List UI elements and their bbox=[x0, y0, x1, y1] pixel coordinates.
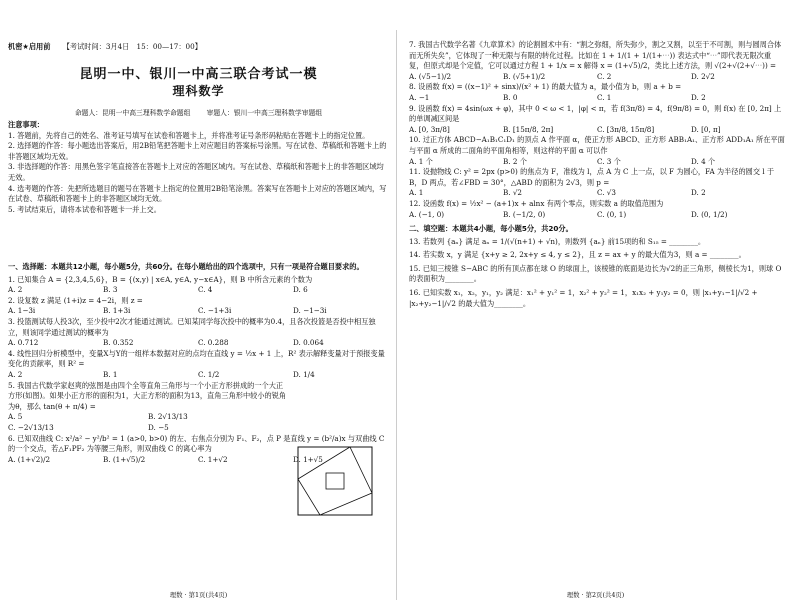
option-c: C. √3 bbox=[597, 188, 616, 198]
question-2 bbox=[8, 296, 388, 317]
secret-label: 机密★启用前 bbox=[8, 42, 51, 51]
option-c: C. 1 bbox=[597, 92, 612, 102]
option-d: D. 0.064 bbox=[293, 338, 324, 348]
reviewer-credit: 审题人：银川一中高三理科数学审题组 bbox=[206, 109, 323, 117]
option-a: A. [0, 3π/8] bbox=[409, 124, 450, 134]
question-options bbox=[409, 210, 785, 221]
question-options bbox=[8, 338, 388, 349]
option-d: D. [0, π] bbox=[691, 124, 721, 134]
option-c: C. 2 bbox=[597, 71, 612, 81]
option-a: A. (−1, 0) bbox=[409, 209, 445, 219]
note-item: 4. 选考题的作答：先把所选题目的题号在答题卡上指定的位置用2B铅笔涂黑。答案写在答题卡上对应的答题区域内，写在试卷、草稿纸和答题卡上的非答题区域均无效。 bbox=[8, 183, 387, 204]
option-c: C. 0.288 bbox=[198, 338, 229, 348]
question-9 bbox=[409, 104, 785, 136]
page-footer: 理数 · 第2页(共4页) bbox=[566, 591, 625, 599]
fill-question-15: 15. 已知三棱锥 S−ABC 的所有顶点都在球 O 的球面上，该棱锥的底面是边长为√2的正三角形，侧棱长为1，则球 O 的表面积为________。 bbox=[409, 263, 782, 284]
question-options bbox=[409, 188, 785, 199]
note-item: 5. 考试结束后，请将本试卷和答题卡一并上交。 bbox=[8, 204, 161, 214]
option-b: B. 3 bbox=[103, 285, 118, 295]
questions-right bbox=[409, 40, 785, 309]
option-d: D. 1/4 bbox=[293, 369, 315, 379]
question-stem: 10. 过正方体 ABCD−A₁B₁C₁D₁ 的顶点 A 作平面 α，使正方形 ABCD、正方形 ABB₁A₁、正方形 ADD₁A₁ 所在平面与平面 α 所成的二面角的平面角相等，则这样的平面 α 可以作 bbox=[409, 135, 785, 155]
exam-time: 【考试时间：3月4日 15：00—17：00】 bbox=[62, 42, 202, 51]
question-options bbox=[8, 423, 288, 434]
section-1 bbox=[8, 262, 388, 465]
section-1-heading: 一、选择题：本题共12小题，每小题5分，共60分。在每小题给出的四个选项中，只有一项是符合题目要求的。 bbox=[8, 262, 364, 271]
page-title: 昆明一中、银川一中高三联合考试一模 bbox=[79, 67, 318, 82]
question-options bbox=[8, 370, 388, 381]
option-d: D. 6 bbox=[293, 285, 308, 295]
option-a: A. 5 bbox=[8, 412, 23, 422]
question-5 bbox=[8, 381, 288, 434]
question-10 bbox=[409, 135, 785, 167]
option-d: D. 2 bbox=[691, 188, 706, 198]
question-12 bbox=[409, 199, 785, 220]
option-a: A. −1 bbox=[409, 92, 430, 102]
section-2 bbox=[409, 224, 785, 309]
option-c: C. [3π/8, 15π/8] bbox=[597, 124, 655, 134]
option-b: B. 2√13/13 bbox=[148, 412, 188, 422]
question-options bbox=[8, 412, 288, 423]
question-stem: 6. 已知双曲线 C: x²/a² − y²/b² = 1 (a>0, b>0) 的左、右焦点分别为 F₁、F₂，点 P 是直线 y = (b²/a)x 与双曲线 C 的一个交点，若△F₁PF₂ 为等腰三角形，则双曲线 C 的离心率为 bbox=[8, 433, 385, 454]
author-credit: 命题人：昆明一中高三理科数学命题组 bbox=[74, 109, 191, 117]
option-c: C. 1+√2 bbox=[198, 454, 228, 464]
question-options bbox=[409, 157, 785, 168]
option-d: D. −5 bbox=[148, 422, 169, 432]
question-stem: 11. 设抛物线 C: y² = 2px (p>0) 的焦点为 F，准线为 l，点 A 为 C 上一点，以 F 为圆心，FA 为半径的圆交 l 于 B，D 两点，若∠FBD = 30°，△ABD 的面积为 2√3，则 p = bbox=[409, 167, 775, 187]
option-c: C. 1/2 bbox=[198, 369, 220, 379]
question-1 bbox=[8, 275, 388, 296]
option-b: B. [15π/8, 2π] bbox=[503, 124, 554, 134]
question-stem: 12. 设函数 f(x) = ½x² − (a+1)x + alnx 有两个零点，则实数 a 的取值范围为 bbox=[409, 198, 664, 208]
zhao-shuang-string-diagram bbox=[296, 445, 374, 517]
option-b: B. (−1/2, 0) bbox=[503, 209, 546, 219]
option-a: A. 1−3i bbox=[8, 306, 36, 316]
fill-question-14: 14. 若实数 x，y 满足 {x+y ≥ 2, 2x+y ≤ 4, y ≤ 2}，且 z = ax + y 的最大值为3，则 a = ________。 bbox=[409, 250, 746, 260]
notes-heading: 注意事项： bbox=[8, 120, 44, 129]
credits bbox=[0, 107, 397, 117]
question-options bbox=[409, 93, 785, 104]
page-subtitle: 理科数学 bbox=[172, 84, 225, 98]
section-2-heading: 二、填空题：本题共4小题，每小题5分，共20分。 bbox=[409, 224, 573, 234]
option-a: A. (1+√2)/2 bbox=[8, 454, 51, 464]
option-d: D. 1+√5 bbox=[293, 454, 323, 464]
option-a: A. (√5−1)/2 bbox=[409, 71, 452, 81]
option-a: A. 1 个 bbox=[409, 156, 433, 166]
option-b: B. 1 bbox=[103, 369, 118, 379]
question-3 bbox=[8, 317, 388, 349]
option-b: B. 2 个 bbox=[503, 156, 527, 166]
question-stem: 7. 我国古代数学名著《九章算术》的论割圆术中有：“割之弥细，所失弥少，割之又割，以至于不可割，则与圆周合体而无所失矣”，它体现了一种无限与有限的转化过程。比如在 1 + 1/(1 + 1/(1+⋯)) 表达式中“⋯”即代表无限次重复，但原式却是个定值，它可以通过方程 1 + 1/x = x 解得 x = (1+√5)/2，类比上述方法，则 √(2+√(2+√⋯)) = bbox=[409, 40, 782, 71]
question-options bbox=[409, 125, 785, 136]
option-b: B. 0 bbox=[503, 92, 518, 102]
note-item: 2. 选择题的作答：每小题选出答案后，用2B铅笔把答题卡上对应题目的答案标号涂黑。写在试卷、草稿纸和答题卡上的非答题区域均无效。 bbox=[8, 141, 387, 161]
option-c: C. −1+3i bbox=[198, 306, 232, 316]
option-b: B. (√5+1)/2 bbox=[503, 71, 546, 81]
option-d: D. −1−3i bbox=[293, 306, 327, 316]
page-2 bbox=[397, 0, 794, 605]
option-b: B. √2 bbox=[503, 188, 523, 198]
question-stem: 5. 我国古代数学家赵爽的弦图是由四个全等直角三角形与一个小正方形拼成的一个大正方形(如图)。如果小正方形的面积为1，大正方形的面积为13，直角三角形中较小的锐角为θ，那么 tan(θ + π/4) = bbox=[8, 380, 287, 411]
option-c: C. 4 bbox=[198, 285, 213, 295]
question-11 bbox=[409, 167, 785, 199]
option-c: C. (0, 1) bbox=[597, 209, 627, 219]
question-stem: 2. 设复数 z 满足 (1+i)z = 4−2i，则 z = bbox=[8, 295, 143, 305]
option-b: B. 1+3i bbox=[103, 306, 131, 316]
option-a: A. 0.712 bbox=[8, 338, 39, 348]
question-options bbox=[409, 72, 785, 83]
option-b: B. (1+√5)/2 bbox=[103, 454, 146, 464]
option-c: C. 3 个 bbox=[597, 156, 621, 166]
option-d: D. 2√2 bbox=[691, 71, 715, 81]
option-c: C. −2√13/13 bbox=[8, 422, 54, 432]
option-d: D. 2 bbox=[691, 92, 706, 102]
page-footer: 理数 · 第1页(共4页) bbox=[169, 591, 228, 599]
question-options bbox=[8, 306, 388, 317]
question-stem: 3. 投篮测试每人投3次，至少投中2次才能通过测试。已知某同学每次投中的概率为0.4，且各次投篮是否投中相互独立，则该同学通过测试的概率为 bbox=[8, 316, 376, 337]
fill-question-13: 13. 若数列 {aₙ} 满足 aₙ = 1/(√(n+1) + √n)，则数列 {aₙ} 前15项的和 S₁₅ = ________。 bbox=[409, 236, 706, 246]
question-options bbox=[8, 285, 388, 296]
question-7 bbox=[409, 40, 785, 82]
question-4 bbox=[8, 349, 388, 381]
note-item: 3. 非选择题的作答：用黑色签字笔直接答在答题卡上对应的答题区域内。写在试卷、草稿纸和答题卡上的非答题区域均无效。 bbox=[8, 162, 384, 182]
question-stem: 8. 设函数 f(x) = ((x−1)² + sinx)/(x² + 1) 的最大值为 a，最小值为 b，则 a + b = bbox=[409, 82, 682, 92]
option-d: D. 4 个 bbox=[691, 156, 716, 166]
note-item: 1. 答题前，先将自己的姓名、准考证号填写在试卷和答题卡上，并将准考证号条形码粘贴在答题卡上的指定位置。 bbox=[8, 130, 370, 140]
option-a: A. 1 bbox=[409, 188, 424, 198]
question-stem: 4. 线性回归分析模型中，变量X与Y的一组样本数据对应的点均在直线 y = ½x + 1 上，R² 表示解释变量对于预报变量变化的贡献率，则 R² = bbox=[8, 348, 385, 369]
option-d: D. (0, 1/2) bbox=[691, 209, 728, 219]
option-a: A. 2 bbox=[8, 369, 23, 379]
option-b: B. 0.352 bbox=[103, 338, 134, 348]
question-stem: 1. 已知集合 A = {2,3,4,5,6}，B = {(x,y) | x∈A, y∈A, y−x∈A}，则 B 中所含元素的个数为 bbox=[8, 274, 313, 284]
option-a: A. 2 bbox=[8, 285, 23, 295]
fill-question-16: 16. 已知实数 x₁，x₂，y₁，y₂ 满足：x₁² + y₁² = 1，x₂² + y₂² = 1，x₁x₂ + y₁y₂ = 0，则 |x₁+y₁−1|/√2 + |x₂+y₂−1|/√2 的最大值为________。 bbox=[409, 288, 758, 308]
notes bbox=[8, 120, 388, 215]
question-8 bbox=[409, 82, 785, 103]
exam-header bbox=[8, 42, 202, 52]
question-stem: 9. 设函数 f(x) = 4sin(ωx + φ)，其中 0 < ω < 1，|φ| < π，若 f(3π/8) = 4，f(9π/8) = 0，则 f(x) 在 [0, 2π] 上的单调减区间是 bbox=[409, 103, 782, 124]
